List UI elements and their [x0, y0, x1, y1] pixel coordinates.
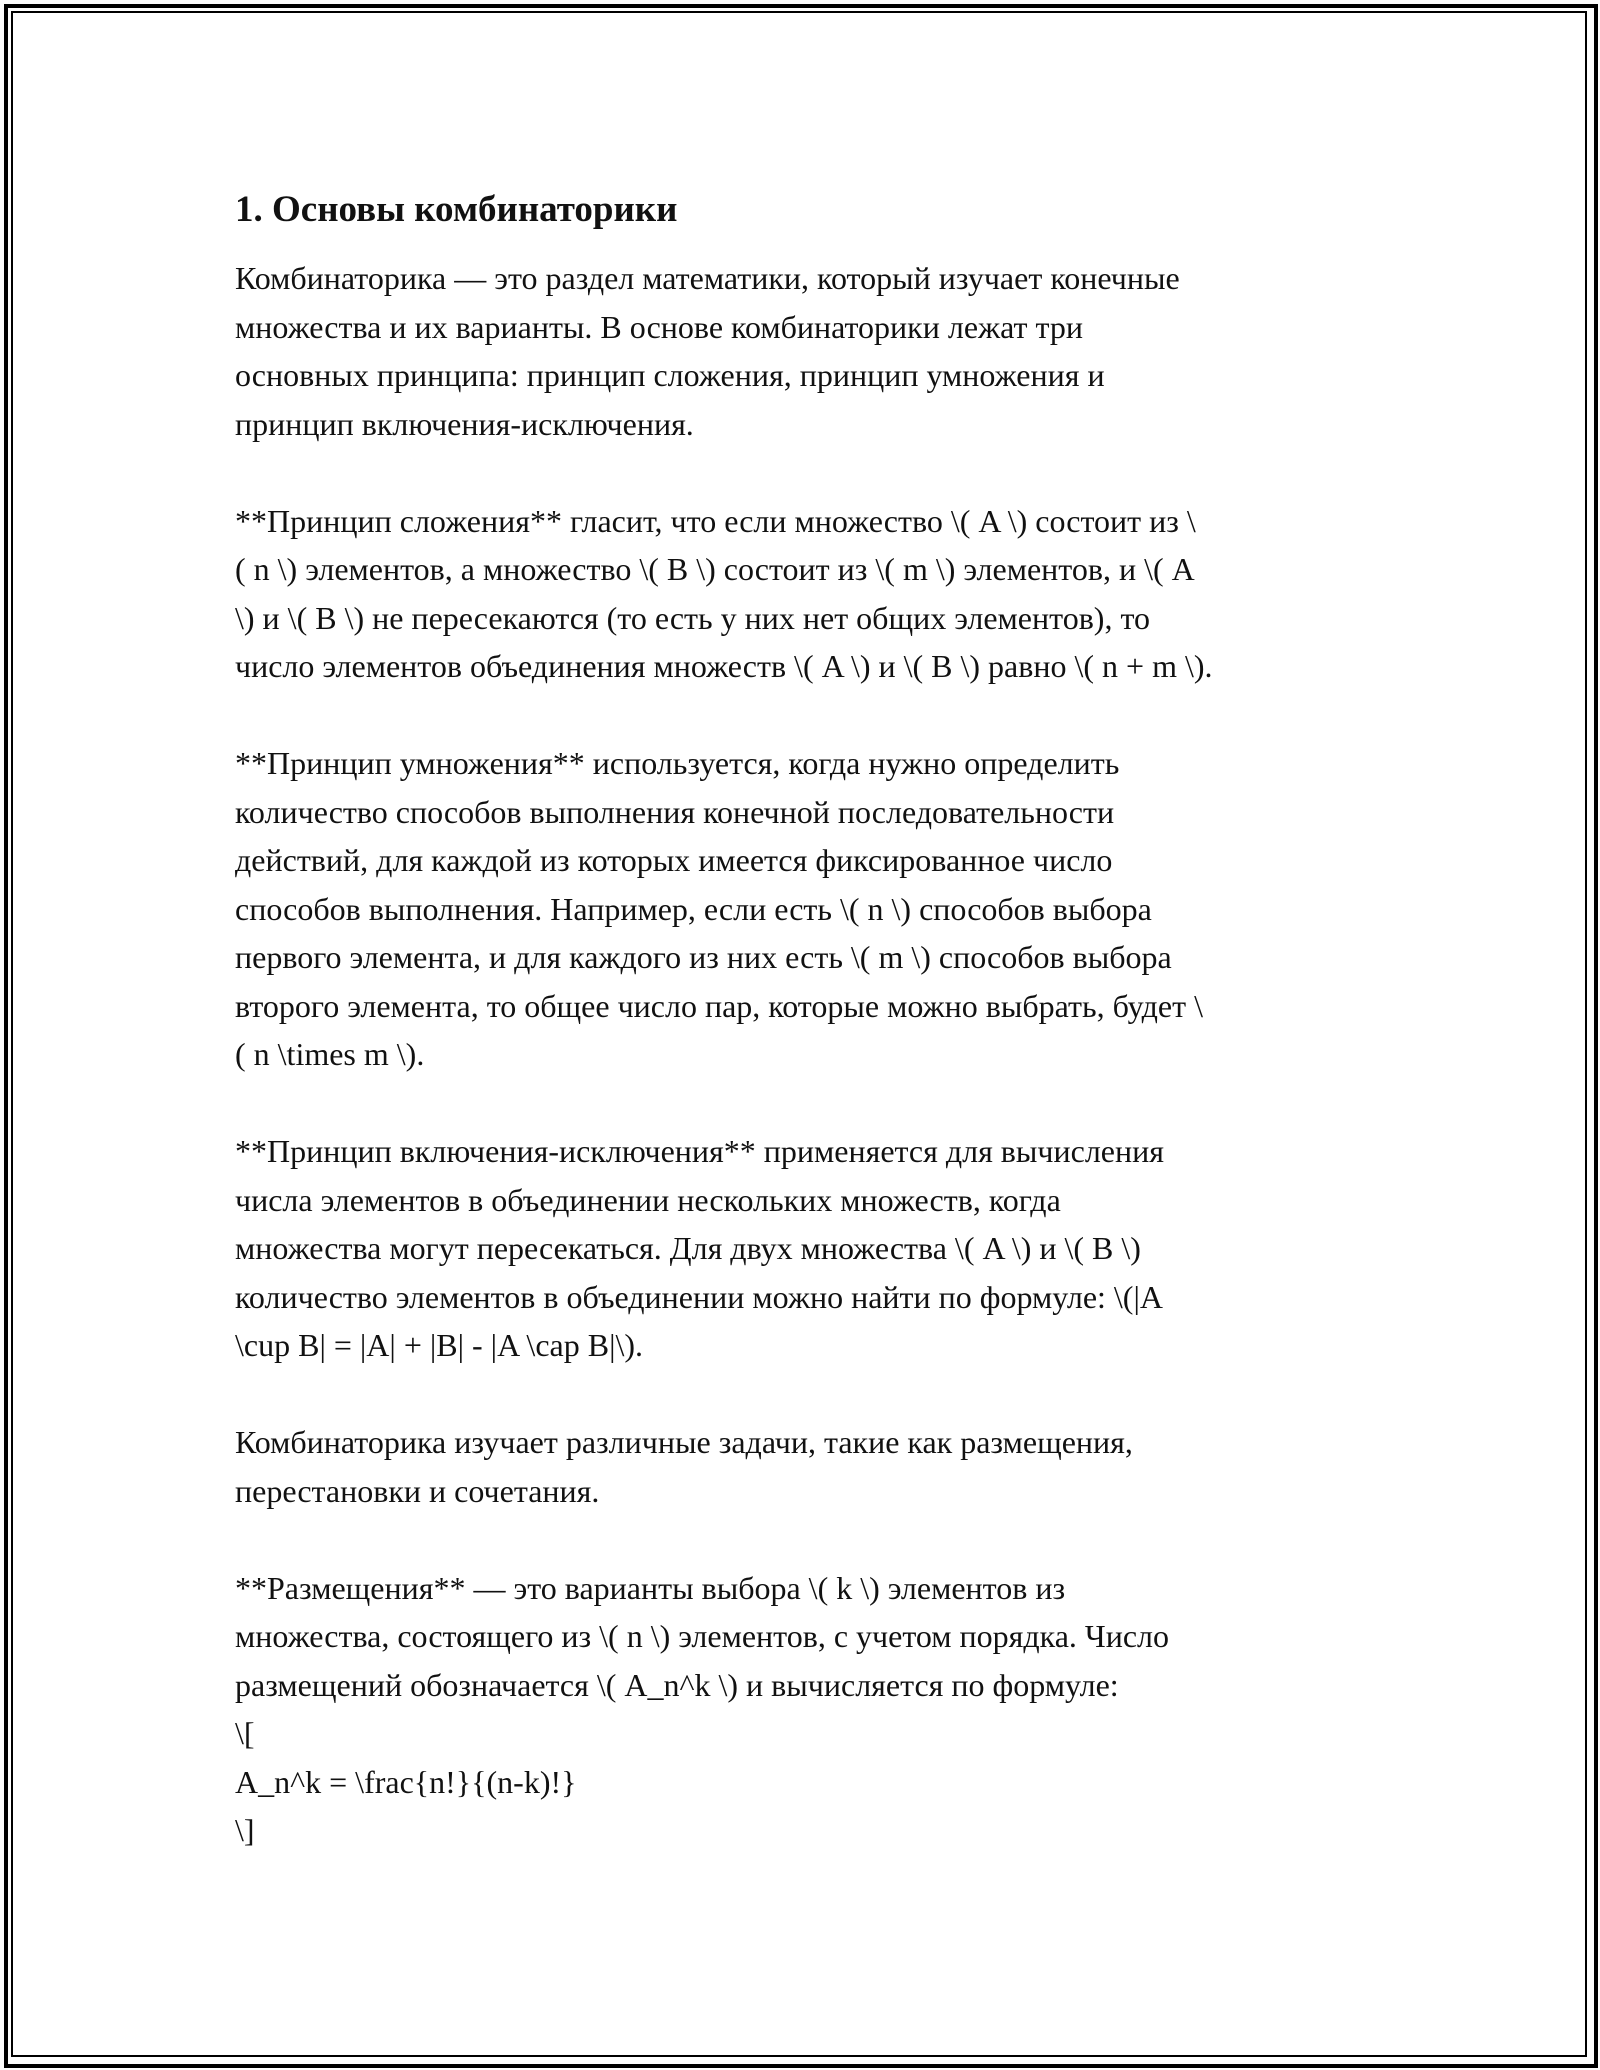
paragraph-multiplication-principle: [235, 739, 1375, 1079]
formula-close: \]: [235, 1812, 255, 1848]
formula-open: \[: [235, 1715, 255, 1751]
text-line: Комбинаторика изучает различные задачи, такие как размещения,: [235, 1424, 1133, 1460]
text-line: способов выполнения. Например, если есть \( n \) способов выбора: [235, 890, 1152, 927]
paragraph-arrangements: [235, 1564, 1375, 1855]
text-line: множества могут пересекаться. Для двух множества \( A \) и \( B \): [235, 1230, 1141, 1266]
text-line: \) и \( B \) не пересекаются (то есть у них нет общих элементов), то: [235, 599, 1151, 636]
text-line: ( n \times m \).: [235, 1036, 425, 1072]
text-line: принцип включения-исключения.: [235, 405, 694, 442]
text-line: основных принципа: принцип сложения, принцип умножения и: [235, 357, 1105, 393]
text-line: **Принцип сложения** гласит, что если множество \( A \) состоит из \: [235, 502, 1196, 539]
text-line: Комбинаторика — это раздел математики, который изучает конечные: [235, 260, 1180, 296]
text-line: множества и их варианты. В основе комбинаторики лежат три: [235, 308, 1083, 345]
text-line: перестановки и сочетания.: [235, 1472, 600, 1509]
document-body: [235, 186, 1375, 1903]
formula-body: A_n^k = \frac{n!}{(n-k)!}: [235, 1763, 577, 1800]
paragraph-intro: [235, 254, 1375, 448]
paragraph-tasks: [235, 1418, 1375, 1515]
text-line: ( n \) элементов, а множество \( B \) состоит из \( m \) элементов, и \( A: [235, 551, 1195, 587]
text-line: **Принцип умножения** используется, когда нужно определить: [235, 745, 1120, 781]
paragraph-inclusion-exclusion: [235, 1127, 1375, 1370]
text-line: \cup B| = |A| + |B| - |A \cap B|\).: [235, 1327, 644, 1363]
text-line: размещений обозначается \( A_n^k \) и вычисляется по формуле:: [235, 1666, 1119, 1703]
text-line: количество элементов в объединении можно найти по формуле: \(|A: [235, 1278, 1163, 1315]
text-line: действий, для каждой из которых имеется фиксированное число: [235, 842, 1113, 878]
text-line: **Принцип включения-исключения** применяется для вычисления: [235, 1133, 1164, 1169]
text-line: множества, состоящего из \( n \) элементов, с учетом порядка. Число: [235, 1618, 1170, 1654]
text-line: **Размещения** — это варианты выбора \( k \) элементов из: [235, 1569, 1066, 1606]
text-line: числа элементов в объединении нескольких множеств, когда: [235, 1181, 1061, 1218]
text-line: число элементов объединения множеств \( A \) и \( B \) равно \( n + m \).: [235, 648, 1213, 684]
section-heading: 1. Основы комбинаторики: [235, 189, 678, 230]
text-line: первого элемента, и для каждого из них есть \( m \) способов выбора: [235, 939, 1172, 975]
paragraph-addition-principle: [235, 497, 1375, 691]
text-line: количество способов выполнения конечной последовательности: [235, 793, 1115, 830]
text-line: второго элемента, то общее число пар, которые можно выбрать, будет \: [235, 987, 1203, 1024]
